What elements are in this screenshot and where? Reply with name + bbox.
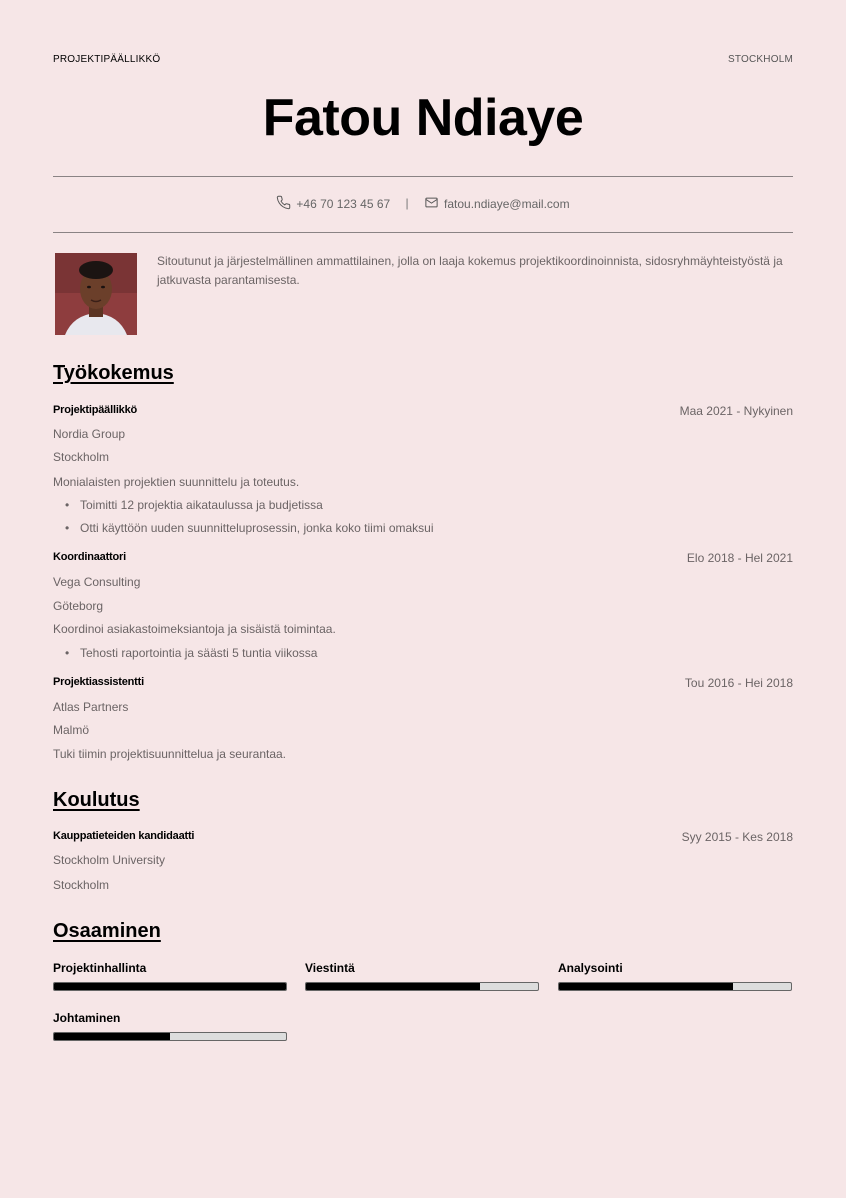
skill-bar-fill xyxy=(54,983,286,990)
header-role: PROJEKTIPÄÄLLIKKÖ xyxy=(53,54,161,65)
job-date: Tou 2016 - Hei 2018 xyxy=(684,676,793,690)
skill-label: Viestintä xyxy=(305,961,355,975)
job-company: Nordia Group xyxy=(53,427,126,441)
top-bar xyxy=(53,54,793,68)
section-title-education: Koulutus xyxy=(53,789,140,811)
divider-top xyxy=(53,176,793,177)
section-title-experience: Työkokemus xyxy=(53,362,174,384)
contact-bar xyxy=(53,195,793,213)
skill-bar-fill xyxy=(54,1033,170,1040)
skill-label: Johtaminen xyxy=(53,1011,121,1025)
skill-bar-fill xyxy=(306,983,480,990)
phone-icon xyxy=(276,195,291,213)
job-date: Elo 2018 - Hel 2021 xyxy=(686,551,793,565)
contact-separator: | xyxy=(405,196,409,211)
job-company: Vega Consulting xyxy=(53,575,141,589)
job-title: Projektiassistentti xyxy=(53,676,144,688)
email-contact[interactable] xyxy=(424,195,570,213)
degree-title: Kauppatieteiden kandidaatti xyxy=(53,830,195,842)
job-bullet: • Toimitti 12 projektia aikataulussa ja budjetissa xyxy=(65,498,323,512)
degree-date: Syy 2015 - Kes 2018 xyxy=(681,830,793,844)
header-city: STOCKHOLM xyxy=(728,54,793,65)
job-bullet: • Tehosti raportointia ja säästi 5 tuntia viikossa xyxy=(65,646,317,660)
skill-label: Analysointi xyxy=(558,961,623,975)
job-bullet: • Otti käyttöön uuden suunnitteluprosessin, jonka koko tiimi omaksui xyxy=(65,521,434,535)
school-location: Stockholm xyxy=(53,878,110,892)
phone-contact[interactable] xyxy=(276,195,390,213)
profile-photo xyxy=(55,253,137,335)
skill-label: Projektinhallinta xyxy=(53,961,147,975)
job-description: Koordinoi asiakastoimeksiantoja ja sisäistä toimintaa. xyxy=(53,622,336,636)
skill-bar xyxy=(305,982,539,991)
mail-icon xyxy=(424,195,439,213)
job-company: Atlas Partners xyxy=(53,700,129,714)
phone-number: +46 70 123 45 67 xyxy=(296,197,391,211)
section-title-skills: Osaaminen xyxy=(53,920,161,942)
candidate-name: Fatou Ndiaye xyxy=(262,89,584,147)
job-description: Tuki tiimin projektisuunnittelua ja seurantaa. xyxy=(53,747,287,761)
divider-bottom xyxy=(53,232,793,233)
skill-bar xyxy=(53,982,287,991)
email-address: fatou.ndiaye@mail.com xyxy=(444,197,570,211)
school-name: Stockholm University xyxy=(53,853,166,867)
job-title: Koordinaattori xyxy=(53,551,126,563)
skill-bar xyxy=(558,982,792,991)
profile-summary: Sitoutunut ja järjestelmällinen ammattilainen, jolla on laaja kokemus projektikoordinoinnista, sidosryhmäyhteistyöstä ja jatkuvasta parantamisesta. xyxy=(157,254,783,287)
job-description: Monialaisten projektien suunnittelu ja toteutus. xyxy=(53,475,300,489)
job-location: Malmö xyxy=(53,723,90,737)
job-date: Maa 2021 - Nykyinen xyxy=(679,404,793,418)
job-location: Stockholm xyxy=(53,450,110,464)
skill-bar xyxy=(53,1032,287,1041)
job-location: Göteborg xyxy=(53,599,104,613)
job-title: Projektipäällikkö xyxy=(53,404,138,416)
skill-bar-fill xyxy=(559,983,733,990)
